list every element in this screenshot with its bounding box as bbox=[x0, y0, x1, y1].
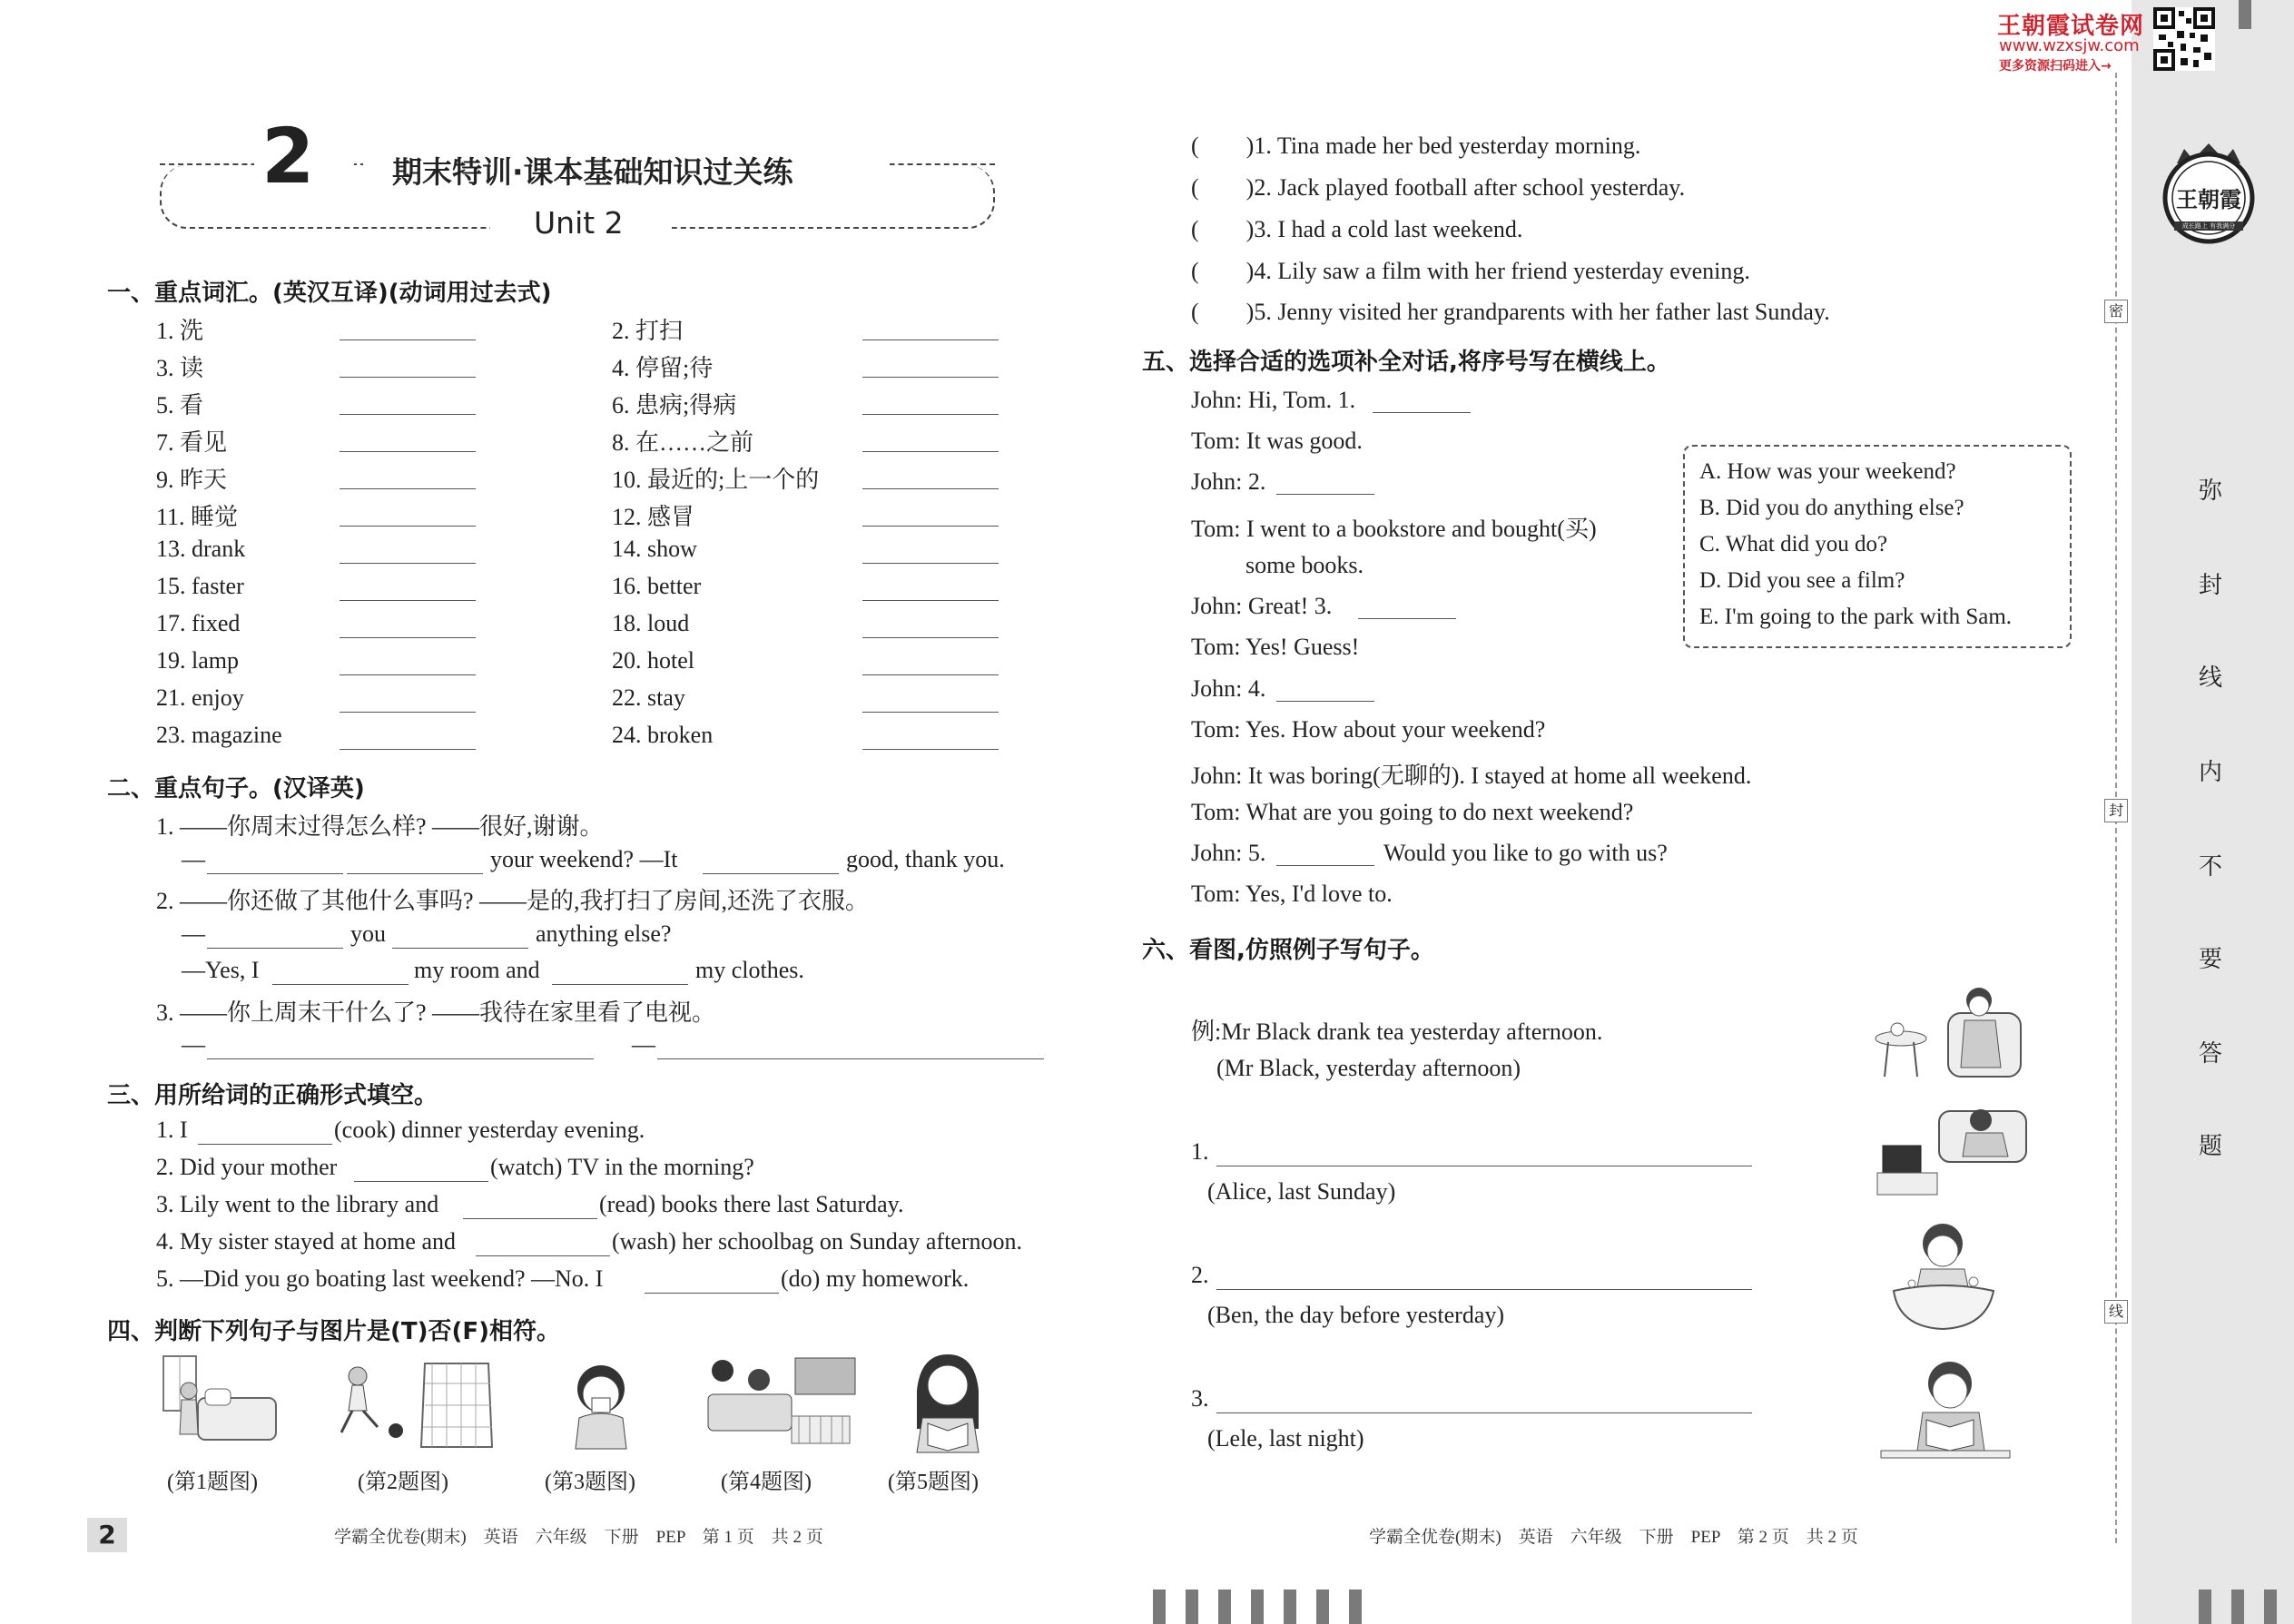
section1-heading: 一、重点词汇。(英汉互译)(动词用过去式) bbox=[107, 280, 552, 307]
edge-mark bbox=[2231, 1590, 2244, 1624]
answer-blank[interactable] bbox=[1358, 618, 1456, 619]
answer-blank[interactable] bbox=[347, 873, 483, 874]
binding-char: 弥 bbox=[2198, 477, 2222, 505]
answer-blank[interactable] bbox=[340, 414, 476, 415]
edge-mark bbox=[1349, 1590, 1362, 1624]
edge-mark bbox=[2264, 1590, 2277, 1624]
picture-reading-boy bbox=[1877, 1356, 2013, 1471]
answer-blank[interactable] bbox=[463, 1218, 597, 1219]
answer-blank[interactable] bbox=[392, 948, 528, 949]
question-hint: (Alice, last Sunday) bbox=[1207, 1178, 1396, 1205]
sentence-text: — bbox=[632, 1031, 655, 1058]
binding-char: 题 bbox=[2198, 1133, 2222, 1160]
option-item: B. Did you do anything else? bbox=[1699, 496, 1964, 520]
fill-text: (wash) her schoolbag on Sunday afternoon. bbox=[612, 1228, 1022, 1255]
picture-caption: (第4题图) bbox=[721, 1471, 812, 1494]
example-hint: (Mr Black, yesterday afternoon) bbox=[1216, 1055, 1521, 1081]
vocab-item: 7. 看见 bbox=[156, 429, 228, 456]
answer-blank[interactable] bbox=[645, 1293, 779, 1294]
vocab-item: 11. 睡觉 bbox=[156, 504, 239, 530]
section6-heading: 六、看图,仿照例子写句子。 bbox=[1142, 937, 1434, 964]
sentence-text: good, thank you. bbox=[846, 846, 1005, 872]
answer-blank[interactable] bbox=[354, 1181, 488, 1182]
dialogue-line: Tom: It was good. bbox=[1191, 428, 1363, 454]
vocab-item: 19. lamp bbox=[156, 647, 239, 674]
dialogue-line: Tom: I went to a bookstore and bought(买) bbox=[1191, 516, 1597, 542]
picture-sick-girl bbox=[557, 1354, 645, 1454]
answer-blank[interactable] bbox=[340, 712, 476, 713]
answer-blank[interactable] bbox=[703, 873, 839, 874]
vocab-item: 24. broken bbox=[612, 722, 714, 748]
answer-blank[interactable] bbox=[862, 749, 999, 750]
fill-text: 1. I bbox=[156, 1117, 188, 1143]
binding-char: 不 bbox=[2198, 853, 2222, 881]
qr-code-icon bbox=[2153, 7, 2215, 71]
vocab-item: 23. magazine bbox=[156, 722, 282, 748]
answer-blank[interactable] bbox=[207, 948, 343, 949]
answer-blank[interactable] bbox=[340, 674, 476, 675]
vocab-item: 8. 在……之前 bbox=[612, 429, 754, 456]
answer-blank[interactable] bbox=[862, 674, 999, 675]
true-false-item[interactable]: ( )3. I had a cold last weekend. bbox=[1191, 216, 1523, 242]
vocab-item: 12. 感冒 bbox=[612, 504, 695, 530]
answer-blank[interactable] bbox=[862, 563, 999, 564]
answer-blank[interactable] bbox=[1276, 701, 1374, 702]
vocab-item: 20. hotel bbox=[612, 647, 694, 674]
seal-motto: 成长路上 有我满分 bbox=[2174, 221, 2243, 231]
answer-blank[interactable] bbox=[340, 600, 476, 601]
answer-blank[interactable] bbox=[207, 873, 343, 874]
vocab-item: 10. 最近的;上一个的 bbox=[612, 467, 820, 493]
answer-blank[interactable] bbox=[862, 637, 999, 638]
sentence-text: —Yes, I bbox=[182, 957, 260, 983]
sentence-text: you bbox=[350, 920, 386, 947]
vocab-item: 18. loud bbox=[612, 610, 690, 636]
dialogue-line: John: 5. bbox=[1191, 840, 1266, 866]
vocab-item: 4. 停留;待 bbox=[612, 355, 714, 381]
edge-mark bbox=[1284, 1590, 1296, 1624]
answer-blank[interactable] bbox=[340, 377, 476, 378]
picture-football bbox=[325, 1356, 497, 1452]
dialogue-line: some books. bbox=[1245, 552, 1364, 578]
vocab-item: 13. drank bbox=[156, 536, 246, 562]
picture-drinking-tea bbox=[1870, 977, 2024, 1084]
vocab-item: 2. 打扫 bbox=[612, 318, 684, 344]
fill-text: 3. Lily went to the library and bbox=[156, 1191, 439, 1217]
vocab-item: 3. 读 bbox=[156, 355, 204, 381]
brand-scan-hint: 更多资源扫码进入→ bbox=[1999, 59, 2112, 74]
picture-washing bbox=[1885, 1220, 2003, 1333]
vocab-item: 14. show bbox=[612, 536, 697, 562]
edge-mark bbox=[1218, 1590, 1231, 1624]
section5-heading: 五、选择合适的选项补全对话,将序号写在横线上。 bbox=[1142, 349, 1670, 376]
answer-blank[interactable] bbox=[340, 749, 476, 750]
answer-blank[interactable] bbox=[1216, 1289, 1752, 1290]
dialogue-line: Tom: Yes! Guess! bbox=[1191, 634, 1360, 660]
dialogue-line: John: It was boring(无聊的). I stayed at home all weekend. bbox=[1191, 763, 1752, 789]
option-item: E. I'm going to the park with Sam. bbox=[1699, 605, 2013, 629]
vocab-item: 9. 昨天 bbox=[156, 467, 228, 493]
sentence-text: your weekend? —It bbox=[490, 846, 678, 872]
question-number: 3. bbox=[1191, 1385, 1209, 1412]
sentence-text: — bbox=[182, 920, 205, 947]
example-sentence: 例:Mr Black drank tea yesterday afternoon. bbox=[1191, 1019, 1603, 1045]
qr-code bbox=[2153, 7, 2215, 71]
option-item: D. Did you see a film? bbox=[1699, 568, 1905, 593]
answer-blank[interactable] bbox=[340, 488, 476, 489]
section2-heading: 二、重点句子。(汉译英) bbox=[107, 775, 365, 802]
page-number-badge: 2 bbox=[87, 1518, 127, 1552]
edge-mark bbox=[2199, 1590, 2211, 1624]
picture-caption: (第2题图) bbox=[358, 1471, 448, 1494]
brand-url: www.wzxsjw.com bbox=[1999, 36, 2140, 55]
sentence-text: — bbox=[182, 1031, 205, 1058]
question-hint: (Lele, last night) bbox=[1207, 1425, 1364, 1452]
answer-blank[interactable] bbox=[272, 984, 409, 985]
edge-mark bbox=[2239, 0, 2251, 29]
edge-mark bbox=[1186, 1590, 1198, 1624]
answer-blank[interactable] bbox=[657, 1058, 1044, 1059]
answer-blank[interactable] bbox=[862, 600, 999, 601]
dialogue-line: John: 4. bbox=[1191, 675, 1266, 702]
footer-right: 学霸全优卷(期末) 英语 六年级 下册 PEP 第 2 页 共 2 页 bbox=[1369, 1528, 1858, 1547]
question-number: 2. bbox=[1191, 1262, 1209, 1288]
answer-blank[interactable] bbox=[340, 451, 476, 452]
answer-blank[interactable] bbox=[340, 526, 476, 527]
binding-mark: 线 bbox=[2104, 1300, 2128, 1324]
sentence-text: my clothes. bbox=[695, 957, 804, 983]
edge-mark bbox=[1251, 1590, 1264, 1624]
binding-char: 要 bbox=[2198, 946, 2222, 973]
binding-char: 内 bbox=[2198, 759, 2222, 786]
option-item: A. How was your weekend? bbox=[1699, 459, 1956, 484]
brand-name: 王朝霞试卷网 bbox=[1997, 13, 2145, 40]
sentence-text: anything else? bbox=[536, 920, 672, 947]
vocab-item: 6. 患病;得病 bbox=[612, 392, 737, 418]
true-false-item[interactable]: ( )5. Jenny visited her grandparents with her father last Sunday. bbox=[1191, 299, 1830, 325]
answer-blank[interactable] bbox=[207, 1058, 594, 1059]
answer-blank[interactable] bbox=[340, 637, 476, 638]
dialogue-line: Tom: Yes, I'd love to. bbox=[1191, 881, 1393, 907]
edge-mark bbox=[1316, 1590, 1329, 1624]
answer-blank[interactable] bbox=[552, 984, 688, 985]
brand-seal bbox=[2159, 136, 2259, 245]
section4-heading: 四、判断下列句子与图片是(T)否(F)相符。 bbox=[107, 1318, 561, 1345]
answer-blank[interactable] bbox=[862, 526, 999, 527]
unit-label: Unit 2 bbox=[534, 205, 624, 241]
vocab-item: 21. enjoy bbox=[156, 684, 244, 711]
answer-blank[interactable] bbox=[862, 712, 999, 713]
unit-number: 2 bbox=[261, 112, 315, 201]
section3-heading: 三、用所给词的正确形式填空。 bbox=[107, 1082, 438, 1109]
option-item: C. What did you do? bbox=[1699, 532, 1888, 556]
page-title: 期末特训·课本基础知识过关练 bbox=[392, 154, 793, 190]
binding-char: 封 bbox=[2198, 572, 2222, 599]
answer-blank[interactable] bbox=[862, 451, 999, 452]
binding-char: 答 bbox=[2198, 1040, 2222, 1068]
fill-text: (read) books there last Saturday. bbox=[599, 1191, 904, 1217]
picture-reading-girl bbox=[902, 1347, 993, 1456]
fill-text: (cook) dinner yesterday evening. bbox=[334, 1117, 645, 1143]
binding-char: 线 bbox=[2198, 664, 2222, 692]
sentence-text: — bbox=[182, 846, 205, 872]
sentence-prompt: 3. ——你上周末干什么了? ——我待在家里看了电视。 bbox=[156, 999, 716, 1026]
fill-text: (watch) TV in the morning? bbox=[490, 1154, 754, 1180]
answer-blank[interactable] bbox=[476, 1255, 610, 1256]
dialogue-line: John: 2. bbox=[1191, 468, 1266, 495]
true-false-item[interactable]: ( )2. Jack played football after school yesterday. bbox=[1191, 174, 1686, 201]
answer-blank[interactable] bbox=[1276, 865, 1374, 866]
sentence-prompt: 2. ——你还做了其他什么事吗? ——是的,我打扫了房间,还洗了衣服。 bbox=[156, 888, 870, 914]
question-hint: (Ben, the day before yesterday) bbox=[1207, 1302, 1505, 1328]
answer-blank[interactable] bbox=[1216, 1412, 1752, 1413]
dialogue-line: Tom: What are you going to do next weekend? bbox=[1191, 799, 1634, 825]
fill-text: (do) my homework. bbox=[781, 1265, 970, 1292]
fill-text: 2. Did your mother bbox=[156, 1154, 338, 1180]
binding-mark: 密 bbox=[2104, 300, 2128, 323]
fill-text: 4. My sister stayed at home and bbox=[156, 1228, 456, 1255]
dialogue-line: Would you like to go with us? bbox=[1383, 840, 1668, 866]
binding-mark: 封 bbox=[2104, 799, 2128, 822]
vocab-item: 22. stay bbox=[612, 684, 685, 711]
vocab-item: 5. 看 bbox=[156, 392, 204, 418]
answer-blank[interactable] bbox=[862, 488, 999, 489]
true-false-item[interactable]: ( )4. Lily saw a film with her friend yesterday evening. bbox=[1191, 258, 1750, 284]
sentence-text: my room and bbox=[414, 957, 540, 983]
vocab-item: 1. 洗 bbox=[156, 318, 204, 344]
picture-bedroom bbox=[154, 1353, 281, 1452]
answer-blank[interactable] bbox=[862, 414, 999, 415]
answer-blank[interactable] bbox=[862, 377, 999, 378]
picture-cinema bbox=[704, 1353, 859, 1454]
answer-blank[interactable] bbox=[1373, 412, 1471, 413]
answer-blank[interactable] bbox=[198, 1144, 332, 1145]
dialogue-line: John: Great! 3. bbox=[1191, 593, 1333, 619]
vocab-item: 17. fixed bbox=[156, 610, 241, 636]
picture-caption: (第3题图) bbox=[545, 1471, 635, 1494]
vocab-item: 16. better bbox=[612, 573, 702, 599]
sentence-prompt: 1. ——你周末过得怎么样? ——很好,谢谢。 bbox=[156, 813, 604, 840]
edge-mark bbox=[1153, 1590, 1166, 1624]
footer-left: 学霸全优卷(期末) 英语 六年级 下册 PEP 第 1 页 共 2 页 bbox=[334, 1528, 823, 1547]
vocab-item: 15. faster bbox=[156, 573, 244, 599]
seal-name: 王朝霞 bbox=[2176, 186, 2241, 212]
fill-text: 5. —Did you go boating last weekend? —No. I bbox=[156, 1265, 604, 1292]
picture-watching-tv bbox=[1876, 1093, 2030, 1202]
question-number: 1. bbox=[1191, 1138, 1209, 1165]
true-false-item[interactable]: ( )1. Tina made her bed yesterday morning. bbox=[1191, 133, 1641, 159]
answer-blank[interactable] bbox=[1276, 494, 1374, 495]
answer-blank[interactable] bbox=[340, 563, 476, 564]
picture-caption: (第5题图) bbox=[888, 1471, 979, 1494]
picture-caption: (第1题图) bbox=[167, 1471, 258, 1494]
dialogue-line: John: Hi, Tom. 1. bbox=[1191, 387, 1356, 413]
dialogue-line: Tom: Yes. How about your weekend? bbox=[1191, 716, 1546, 743]
